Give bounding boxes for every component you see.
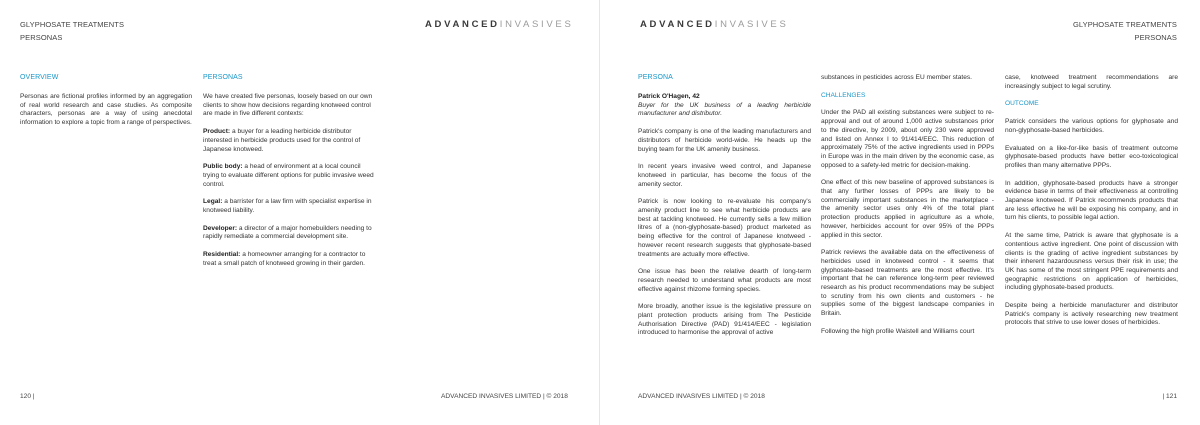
persona-type-developer: Developer: a director of a major homebuilders needing to rapidly remediate a commercial development site. xyxy=(203,224,372,241)
challenges-lead: substances in pesticides across EU member states. xyxy=(821,74,972,81)
outcome-paragraph-5: Despite being a herbicide manufacturer and distributor Patrick's company is actively researching new treatment protocols that strive to use lower doses of herbicides. xyxy=(1005,302,1178,327)
logo-bold-text: ADVANCED xyxy=(425,19,500,30)
left-logo xyxy=(425,19,574,30)
persona-type-residential: Residential: a homeowner arranging for a contractor to treat a small patch of knotweed growing in their garden. xyxy=(203,251,366,267)
persona-paragraph-4: One issue has been the relative dearth of long-term research needed to understand what products are most effective against rhizome forming species. xyxy=(638,268,811,293)
logo-light-text: INVASIVES xyxy=(499,19,574,30)
right-header-title: GLYPHOSATE TREATMENTS xyxy=(1072,20,1177,29)
logo-light-text: INVASIVES xyxy=(714,19,789,30)
overview-heading: OVERVIEW xyxy=(20,74,59,81)
challenges-column xyxy=(821,74,994,346)
persona-role: Buyer for the UK business of a leading herbicide manufacturer and distributor. xyxy=(638,101,811,118)
persona-type-product: Product: a buyer for a leading herbicide distributor interested in herbicide products used for the control of Japanese knotweed. xyxy=(203,128,361,153)
challenges-heading: CHALLENGES xyxy=(821,91,866,99)
persona-paragraph-1: Patrick's company is one of the leading manufacturers and distributors of herbicide world-wide. He heads up the buying team for the UK amenity business. xyxy=(638,128,811,153)
right-header-subtitle: PERSONAS xyxy=(1134,33,1177,42)
overview-column xyxy=(20,93,192,137)
outcome-paragraph-3: In addition, glyphosate-based products have a stronger evidence base in terms of their effectiveness at controlling Japanese knotweed. If Patrick recommends products that are less effective he will be exposing his company, and in turn his clients, to possible legal action. xyxy=(1005,179,1178,222)
logo-bold-text: ADVANCED xyxy=(640,19,715,30)
left-header-subtitle: PERSONAS xyxy=(20,33,63,42)
persona-type-public-body: Public body: a head of environment at a local council trying to evaluate different options for public invasive weed control. xyxy=(203,163,374,188)
persona-column xyxy=(638,93,811,347)
outcome-lead: case, knotweed treatment recommendations are increasingly subject to legal scrutiny. xyxy=(1005,74,1178,90)
challenges-paragraph-2: One effect of this new baseline of approved substances is that any further losses of PPPs are likely to be commercially important substances in the marketplace - the amenity sector uses only 4% of the total plant protection products applied in agriculture as a whole, however, herbicides account for over 95% of the PPPs applied in this sector. xyxy=(821,179,994,239)
persona-name: Patrick O'Hagen, 42 xyxy=(638,93,700,100)
right-logo xyxy=(640,19,789,30)
left-page-number: 120 | xyxy=(20,393,35,400)
persona-type-legal: Legal: a barrister for a law firm with specialist expertise in knotweed liability. xyxy=(203,198,372,215)
outcome-column xyxy=(1005,74,1178,337)
persona-paragraph-2: In recent years invasive weed control, and Japanese knotweed in particular, has become the focus of the amenity sector. xyxy=(638,163,811,188)
personas-intro: We have created five personas, loosely based on our own clients to show how decisions regarding knotweed control are made in five different contexts: xyxy=(203,93,373,118)
outcome-paragraph-4: At the same time, Patrick is aware that glyphosate is a contentious active ingredient. One point of discussion with clients is the grading of active ingredient substances by their inherent hazardousness versus their risk in use; the UK has some of the most stringent PPE requirements and geographic restrictions on application of herbicides, including glyphosate-based products. xyxy=(1005,232,1178,292)
challenges-paragraph-1: Under the PAD all existing substances were subject to re-approval and out of around 1,000 active substances prior to the directive, by 2009, about only 230 were approved and listed on Annex I to 91/414/EEC. This reduction of approximately 75% of the active ingredients used in PPPs in Europe was in the main driven by the economic case, as opposed to a safety-led metric for decision-making. xyxy=(821,109,994,169)
left-header-title: GLYPHOSATE TREATMENTS xyxy=(20,20,125,29)
left-footer-copyright: ADVANCED INVASIVES LIMITED | © 2018 xyxy=(441,393,568,400)
left-page xyxy=(0,0,599,425)
challenges-paragraph-3: Patrick reviews the available data on the effectiveness of herbicides used in knotweed control - it seems that glyphosate-based treatments are the most effective. It's important that he can reference long-term peer reviewed research as his product recommendations may be subject to scrutiny from his own clients and customers - he supplies some of the biggest landscape companies in Britain. xyxy=(821,249,994,318)
persona-heading: PERSONA xyxy=(638,74,673,81)
challenges-paragraph-4: Following the high profile Waistell and Williams court xyxy=(821,327,975,335)
outcome-paragraph-1: Patrick considers the various options for glyphosate and non-glyphosate-based herbicides. xyxy=(1005,118,1178,134)
right-footer-copyright: ADVANCED INVASIVES LIMITED | © 2018 xyxy=(638,393,765,400)
personas-heading: PERSONAS xyxy=(203,74,243,81)
overview-text: Personas are fictional profiles informed by an aggregation of real world research and case studies. As composite characters, personas are a way of using anecdotal information to explore a topic from a range of perspectives. xyxy=(20,93,192,127)
right-page xyxy=(600,0,1199,425)
persona-paragraph-5: More broadly, another issue is the legislative pressure on plant protection products arising from The Pesticide Authorisation Directive (PAD) 91/414/EEC - legislation introduced to harmonise the approval of active xyxy=(638,303,811,337)
outcome-paragraph-2: Evaluated on a like-for-like basis of treatment outcome glyphosate-based products have better eco-toxicological profiles than many alternative PPPs. xyxy=(1005,144,1178,169)
personas-column xyxy=(203,93,376,278)
right-page-number: | 121 xyxy=(1162,393,1177,400)
persona-paragraph-3: Patrick is now looking to re-evaluate his company's amenity product line to see what herbicide products are best at tackling knotweed. He currently sells a few million litres of a (non-glyphosate-based) product marketed as being effective for the control of Japanese knotweed - however recent research suggests that glyphosate-based treatments are actually more effective. xyxy=(638,198,811,258)
outcome-heading: OUTCOME xyxy=(1005,100,1039,108)
